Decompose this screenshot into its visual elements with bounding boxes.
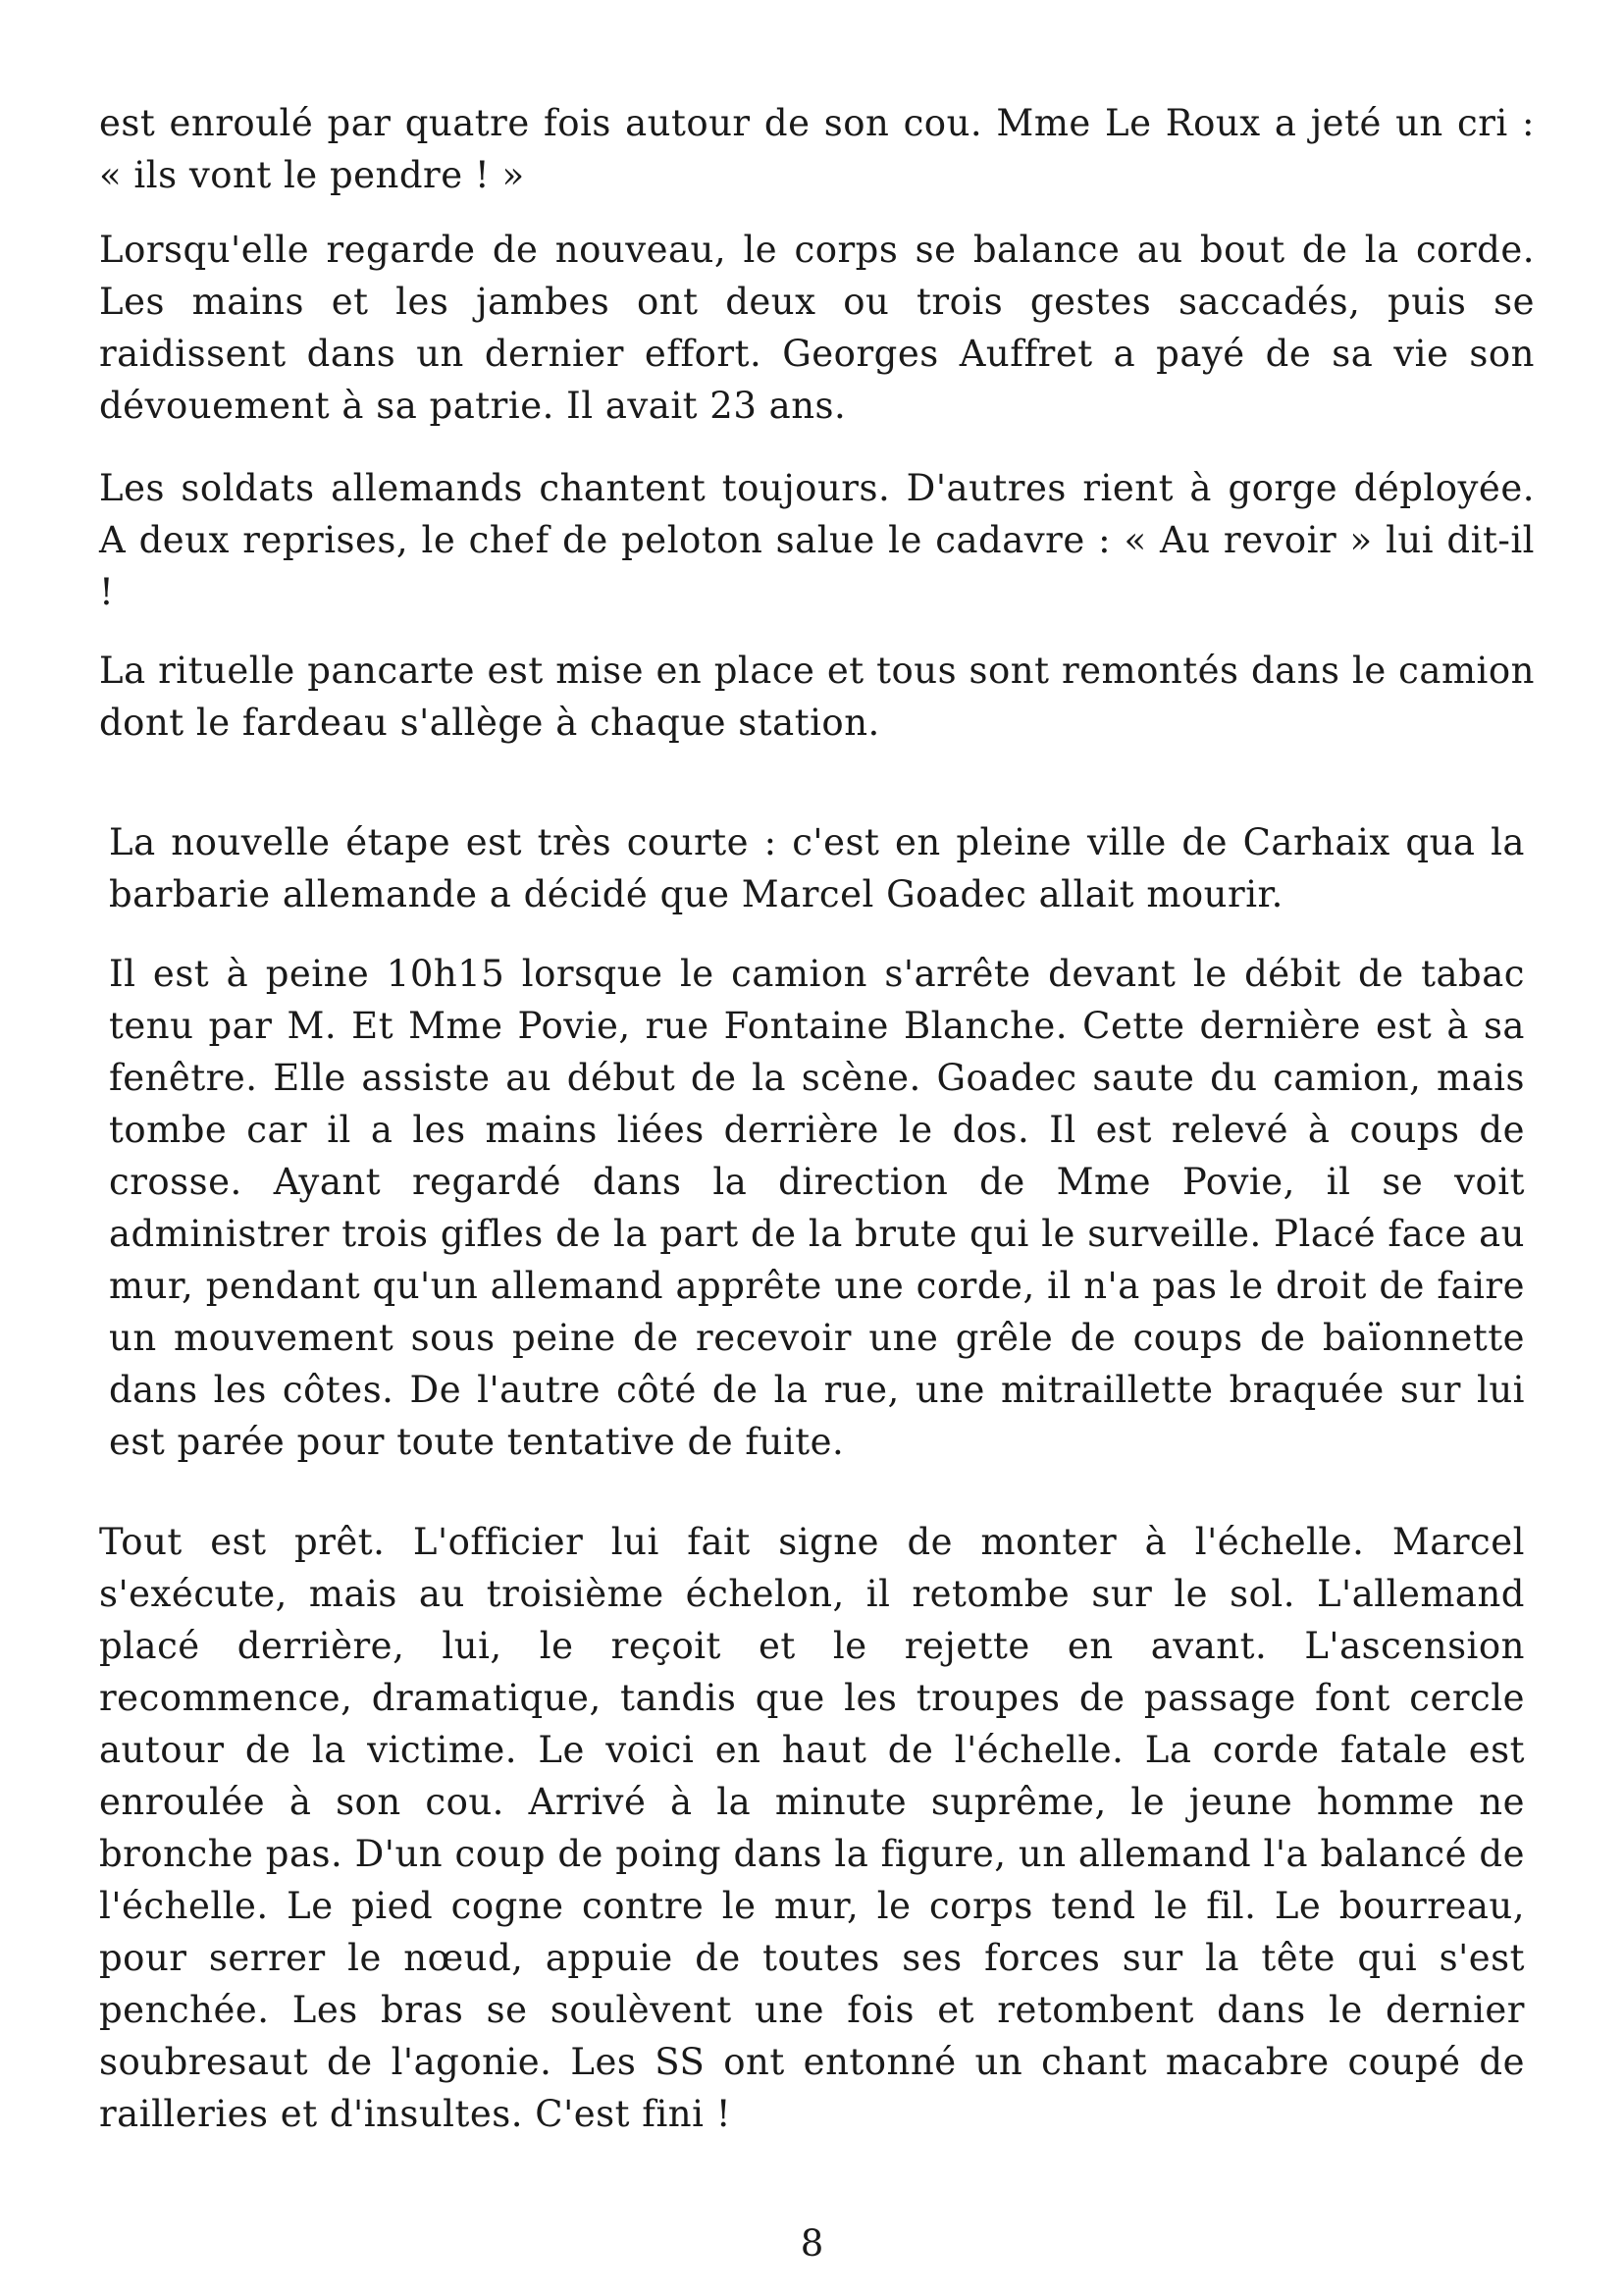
paragraph-2: Lorsqu'elle regarde de nouveau, le corps se balance au bout de la corde. Les mains et les jambes ont deux ou trois gestes saccadés, puis se raidissent dans un dernier effort. Georges Auffret a payé de sa vie son dévouement à sa patrie. Il avait 23 ans. bbox=[99, 229, 1535, 427]
page-number: 8 bbox=[800, 2222, 824, 2265]
paragraph-7: Tout est prêt. L'officier lui fait signe de monter à l'échelle. Marcel s'exécute, mais au troisième échelon, il retombe sur le sol. L'allemand placé derrière, lui, le reçoit et le rejette en avant. L'ascension recommence, dramatique, tandis que les troupes de passage font cercle autour de la victime. Le voici en haut de l'échelle. La corde fatale est enroulée à son cou. Arrivé à la minute suprême, le jeune homme ne bronche pas. D'un coup de poing dans la figure, un allemand l'a balancé de l'échelle. Le pied cogne contre le mur, le corps tend le fil. Le bourreau, pour serrer le nœud, appuie de toutes ses forces sur la tête qui s'est penchée. Les bras se soulèvent une fois et retombent dans le dernier soubresaut de l'agonie. Les SS ont entonné un chant macabre coupé de railleries et d'insultes. C'est fini ! bbox=[99, 1521, 1525, 2135]
paragraph-3: Les soldats allemands chantent toujours. D'autres rient à gorge déployée. A deux reprises, le chef de peloton salue le cadavre : « Au revoir » lui dit-il ! bbox=[99, 467, 1535, 613]
paragraph-4: La rituelle pancarte est mise en place et tous sont remontés dans le camion dont le fardeau s'allège à chaque station. bbox=[99, 650, 1535, 744]
paragraph-1: est enroulé par quatre fois autour de son cou. Mme Le Roux a jeté un cri : « ils vont le pendre ! » bbox=[99, 102, 1535, 196]
paragraph-5: La nouvelle étape est très courte : c'est en pleine ville de Carhaix qua la barbarie allemande a décidé que Marcel Goadec allait mourir. bbox=[109, 821, 1525, 915]
paragraph-6: Il est à peine 10h15 lorsque le camion s'arrête devant le débit de tabac tenu par M. Et Mme Povie, rue Fontaine Blanche. Cette dernière est à sa fenêtre. Elle assiste au début de la scène. Goadec saute du camion, mais tombe car il a les mains liées derrière le dos. Il est relevé à coups de crosse. Ayant regardé dans la direction de Mme Povie, il se voit administrer trois gifles de la part de la brute qui le surveille. Placé face au mur, pendant qu'un allemand apprête une corde, il n'a pas le droit de faire un mouvement sous peine de recevoir une grêle de coups de baïonnette dans les côtes. De l'autre côté de la rue, une mitraillette braquée sur lui est parée pour toute tentative de fuite. bbox=[109, 953, 1525, 1463]
